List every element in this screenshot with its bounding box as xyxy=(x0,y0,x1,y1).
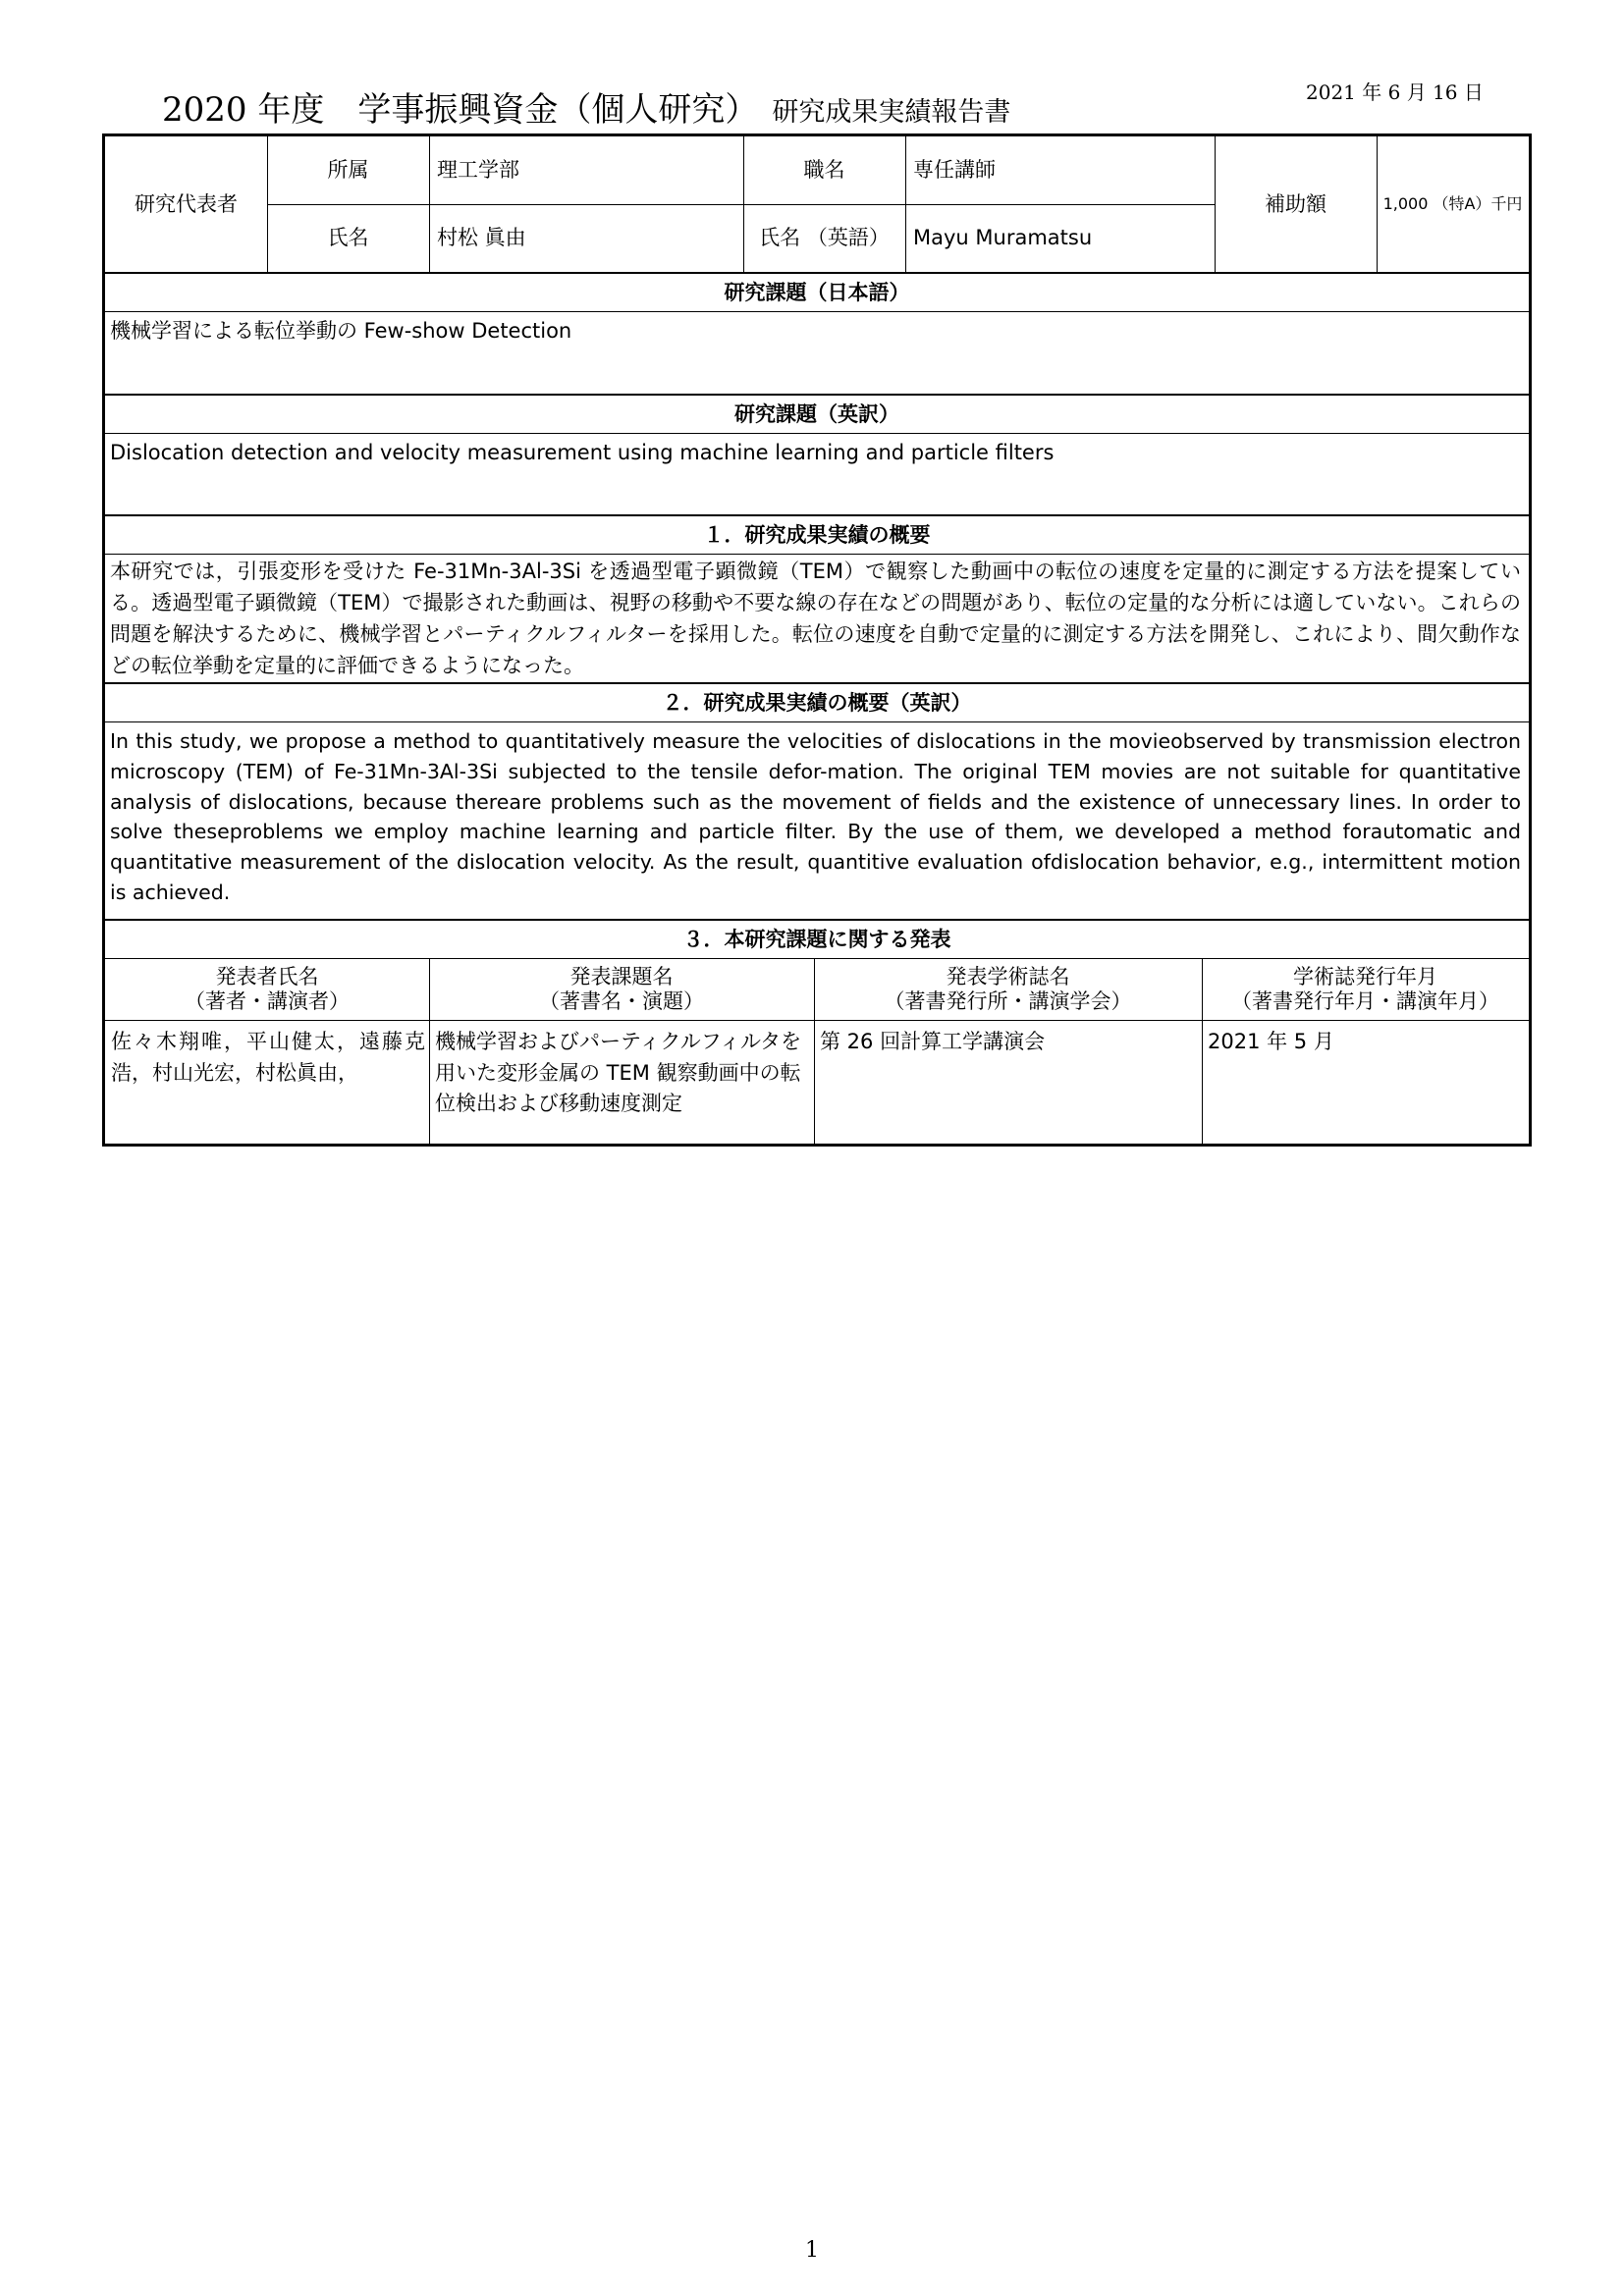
col-header-venue xyxy=(814,959,1202,1020)
col-header-line: （著書名・演題） xyxy=(539,989,704,1013)
col-header-date xyxy=(1202,959,1529,1020)
col-header-line: 発表者氏名 xyxy=(215,964,319,988)
report-title xyxy=(162,82,1010,131)
title-main: 2020 年度 学事振興資金（個人研究） xyxy=(162,90,759,130)
col-header-title xyxy=(429,959,814,1020)
col-header-line: （著者・講演者） xyxy=(185,989,350,1013)
position-value: 専任講師 xyxy=(913,158,996,183)
name-value: 村松 眞由 xyxy=(437,226,526,250)
name-en-label: 氏名 （英語） xyxy=(759,226,890,250)
grid-line xyxy=(429,959,430,1144)
grant-label: 補助額 xyxy=(1265,191,1326,216)
grid-line xyxy=(1215,136,1216,272)
col-header-line: 発表学術誌名 xyxy=(946,964,1070,988)
pub-authors: 佐々木翔唯，平山健太，遠藤克浩，村山光宏，村松眞由， xyxy=(111,1030,425,1085)
topic-en-heading: 研究課題（英訳） xyxy=(734,401,899,426)
col-header-line: 発表課題名 xyxy=(569,964,674,988)
name-label: 氏名 xyxy=(327,226,369,250)
col-header-line: （著書発行所・講演学会） xyxy=(884,989,1132,1013)
grid-line xyxy=(1202,959,1203,1144)
pub-title: 機械学習およびパーティクルフィルタを用いた変形金属の TEM 観察動画中の転位検出および移動速度測定 xyxy=(435,1030,802,1115)
topic-ja-text: 機械学習による転位挙動の Few-show Detection xyxy=(110,319,572,343)
topic-ja-heading: 研究課題（日本語） xyxy=(724,280,910,304)
summary-en-heading: ２．研究成果実績の概要（英訳） xyxy=(662,690,972,715)
grid-line xyxy=(814,959,815,1144)
topic-en-text: Dislocation detection and velocity measurement using machine learning and particle filters xyxy=(110,441,1055,464)
col-header-line: 学術誌発行年月 xyxy=(1293,964,1437,988)
rep-label: 研究代表者 xyxy=(135,191,238,216)
position-label: 職名 xyxy=(803,158,845,183)
name-en-value: Mayu Muramatsu xyxy=(913,226,1093,250)
page-number: 1 xyxy=(805,2238,819,2263)
publications-heading: ３．本研究課題に関する発表 xyxy=(682,927,951,951)
title-sub: 研究成果実績報告書 xyxy=(772,97,1011,128)
grid-line xyxy=(267,204,1215,205)
affil-value: 理工学部 xyxy=(437,158,519,183)
col-header-authors xyxy=(105,959,429,1020)
pub-venue: 第 26 回計算工学講演会 xyxy=(820,1030,1046,1053)
grid-line xyxy=(1377,136,1378,272)
affil-label: 所属 xyxy=(327,158,369,183)
pub-date: 2021 年 5 月 xyxy=(1208,1030,1334,1053)
summary-en-text: In this study, we propose a method to quantitatively measure the velocities of dislocations in the movieobserved by transmission electron microscopy (TEM) of Fe-31Mn-3Al-3Si subjected to the tensile defor-mation. The original TEM movies are not suitable for quantitative analysis of dislocations, because thereare problems such as the movement of fields and the existence of unnecessary lines. In order to solve theseproblems we employ machine learning and particle filter. By the use of them, we developed a method forautomatic and quantitative measurement of the dislocation velocity. As the result, quantitive evaluation ofdislocation behavior, e.g., intermittent motion is achieved. xyxy=(110,729,1521,904)
summary-ja-text: 本研究では，引張変形を受けた Fe-31Mn-3Al-3Si を透過型電子顕微鏡（TEM）で観察した動画中の転位の速度を定量的に測定する方法を提案している。透過型電子顕微鏡（TEM）で撮影された動画は、視野の移動や不要な線の存在などの問題があり、転位の定量的な分析には適していない。これらの問題を解決するために、機械学習とパーティクルフィルターを採用した。転位の速度を自動で定量的に測定する方法を開発し、これにより、間欠動作などの転位挙動を定量的に評価できるようになった。 xyxy=(110,560,1521,677)
col-header-line: （著書発行年月・講演年月） xyxy=(1231,989,1499,1013)
grant-value: 1,000 （特A）千円 xyxy=(1382,194,1523,213)
summary-ja-heading: １．研究成果実績の概要 xyxy=(703,522,931,547)
report-date: 2021 年 6 月 16 日 xyxy=(1306,80,1484,104)
report-form xyxy=(102,133,1532,1147)
